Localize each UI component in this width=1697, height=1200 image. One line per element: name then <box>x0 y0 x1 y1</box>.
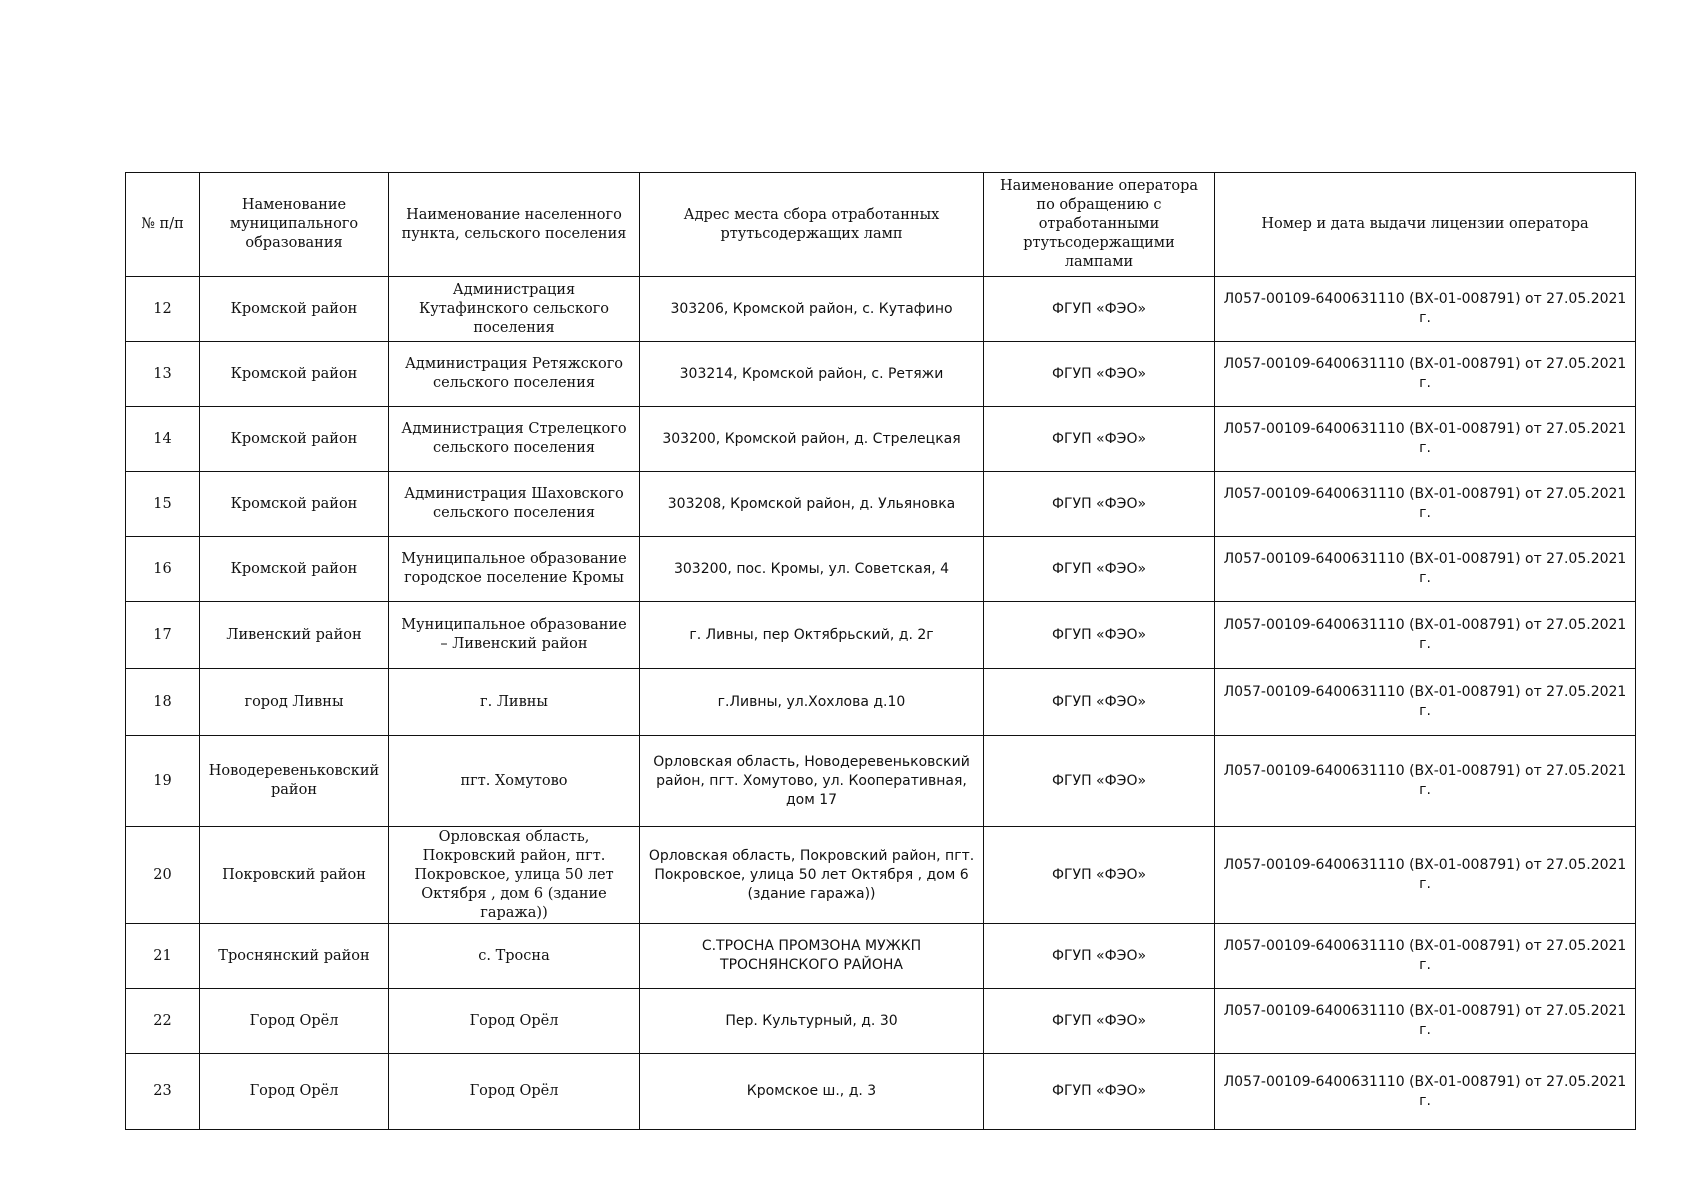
table-header-row <box>126 173 1636 277</box>
cell-license: Л057-00109-6400631110 (ВХ-01-008791) от 27.05.2021 г. <box>1215 342 1636 407</box>
cell-license: Л057-00109-6400631110 (ВХ-01-008791) от 27.05.2021 г. <box>1215 602 1636 669</box>
cell-municipality: Кромской район <box>200 537 389 602</box>
cell-license: Л057-00109-6400631110 (ВХ-01-008791) от 27.05.2021 г. <box>1215 924 1636 989</box>
header-settlement: Наименование населенного пункта, сельского поселения <box>389 173 640 277</box>
table-row <box>126 537 1636 602</box>
cell-municipality: Кромской район <box>200 407 389 472</box>
cell-operator: ФГУП «ФЭО» <box>984 472 1215 537</box>
cell-operator: ФГУП «ФЭО» <box>984 1054 1215 1130</box>
cell-municipality: Новодеревеньковский район <box>200 736 389 827</box>
header-num: № п/п <box>126 173 200 277</box>
table-row <box>126 277 1636 342</box>
cell-address: 303208, Кромской район, д. Ульяновка <box>640 472 984 537</box>
cell-license: Л057-00109-6400631110 (ВХ-01-008791) от 27.05.2021 г. <box>1215 407 1636 472</box>
cell-settlement: Администрация Ретяжского сельского поселения <box>389 342 640 407</box>
cell-operator: ФГУП «ФЭО» <box>984 989 1215 1054</box>
cell-num: 14 <box>126 407 200 472</box>
cell-license: Л057-00109-6400631110 (ВХ-01-008791) от 27.05.2021 г. <box>1215 736 1636 827</box>
cell-num: 13 <box>126 342 200 407</box>
cell-municipality: Кромской район <box>200 277 389 342</box>
cell-settlement: Муниципальное образование городское поселение Кромы <box>389 537 640 602</box>
header-license: Номер и дата выдачи лицензии оператора <box>1215 173 1636 277</box>
table-row <box>126 472 1636 537</box>
cell-municipality: Кромской район <box>200 342 389 407</box>
cell-address: Пер. Культурный, д. 30 <box>640 989 984 1054</box>
cell-address: 303214, Кромской район, с. Ретяжи <box>640 342 984 407</box>
cell-operator: ФГУП «ФЭО» <box>984 669 1215 736</box>
cell-address: 303200, пос. Кромы, ул. Советская, 4 <box>640 537 984 602</box>
cell-license: Л057-00109-6400631110 (ВХ-01-008791) от 27.05.2021 г. <box>1215 827 1636 924</box>
cell-num: 15 <box>126 472 200 537</box>
cell-municipality: Покровский район <box>200 827 389 924</box>
cell-municipality: Кромской район <box>200 472 389 537</box>
cell-settlement: Орловская область, Покровский район, пгт. Покровское, улица 50 лет Октября , дом 6 (здание гаража)) <box>389 827 640 924</box>
table-row <box>126 602 1636 669</box>
cell-license: Л057-00109-6400631110 (ВХ-01-008791) от 27.05.2021 г. <box>1215 277 1636 342</box>
cell-address: Кромское ш., д. 3 <box>640 1054 984 1130</box>
header-municipality: Наменование муниципального образования <box>200 173 389 277</box>
cell-settlement: Администрация Стрелецкого сельского поселения <box>389 407 640 472</box>
table-row <box>126 924 1636 989</box>
cell-num: 18 <box>126 669 200 736</box>
collection-points-table <box>125 172 1636 1130</box>
cell-municipality: город Ливны <box>200 669 389 736</box>
cell-operator: ФГУП «ФЭО» <box>984 924 1215 989</box>
table-row <box>126 989 1636 1054</box>
cell-license: Л057-00109-6400631110 (ВХ-01-008791) от 27.05.2021 г. <box>1215 1054 1636 1130</box>
cell-num: 12 <box>126 277 200 342</box>
cell-operator: ФГУП «ФЭО» <box>984 342 1215 407</box>
cell-operator: ФГУП «ФЭО» <box>984 277 1215 342</box>
cell-operator: ФГУП «ФЭО» <box>984 602 1215 669</box>
cell-num: 17 <box>126 602 200 669</box>
cell-settlement: Администрация Кутафинского сельского поселения <box>389 277 640 342</box>
cell-settlement: г. Ливны <box>389 669 640 736</box>
cell-settlement: Муниципальное образование – Ливенский район <box>389 602 640 669</box>
cell-settlement: Город Орёл <box>389 1054 640 1130</box>
cell-address: г. Ливны, пер Октябрьский, д. 2г <box>640 602 984 669</box>
cell-address: Орловская область, Покровский район, пгт. Покровское, улица 50 лет Октября , дом 6 (здание гаража)) <box>640 827 984 924</box>
cell-address: С.ТРОСНА ПРОМЗОНА МУЖКП ТРОСНЯНСКОГО РАЙОНА <box>640 924 984 989</box>
header-operator: Наименование оператора по обращению с отработанными ртутьсодержащими лампами <box>984 173 1215 277</box>
cell-num: 23 <box>126 1054 200 1130</box>
cell-municipality: Ливенский район <box>200 602 389 669</box>
cell-operator: ФГУП «ФЭО» <box>984 407 1215 472</box>
cell-municipality: Троснянский район <box>200 924 389 989</box>
table-row <box>126 1054 1636 1130</box>
cell-settlement: Администрация Шаховского сельского поселения <box>389 472 640 537</box>
cell-license: Л057-00109-6400631110 (ВХ-01-008791) от 27.05.2021 г. <box>1215 537 1636 602</box>
cell-address: Орловская область, Новодеревеньковский район, пгт. Хомутово, ул. Кооперативная, дом 17 <box>640 736 984 827</box>
table-row <box>126 736 1636 827</box>
cell-address: 303206, Кромской район, с. Кутафино <box>640 277 984 342</box>
header-address: Адрес места сбора отработанных ртутьсодержащих ламп <box>640 173 984 277</box>
cell-license: Л057-00109-6400631110 (ВХ-01-008791) от 27.05.2021 г. <box>1215 669 1636 736</box>
cell-settlement: Город Орёл <box>389 989 640 1054</box>
table-row <box>126 827 1636 924</box>
cell-settlement: пгт. Хомутово <box>389 736 640 827</box>
cell-num: 21 <box>126 924 200 989</box>
cell-num: 19 <box>126 736 200 827</box>
cell-num: 22 <box>126 989 200 1054</box>
cell-operator: ФГУП «ФЭО» <box>984 736 1215 827</box>
cell-settlement: с. Тросна <box>389 924 640 989</box>
cell-municipality: Город Орёл <box>200 989 389 1054</box>
cell-address: 303200, Кромской район, д. Стрелецкая <box>640 407 984 472</box>
cell-license: Л057-00109-6400631110 (ВХ-01-008791) от 27.05.2021 г. <box>1215 472 1636 537</box>
table-row <box>126 669 1636 736</box>
cell-license: Л057-00109-6400631110 (ВХ-01-008791) от 27.05.2021 г. <box>1215 989 1636 1054</box>
table-row <box>126 407 1636 472</box>
table-row <box>126 342 1636 407</box>
cell-municipality: Город Орёл <box>200 1054 389 1130</box>
cell-operator: ФГУП «ФЭО» <box>984 537 1215 602</box>
cell-address: г.Ливны, ул.Хохлова д.10 <box>640 669 984 736</box>
cell-operator: ФГУП «ФЭО» <box>984 827 1215 924</box>
cell-num: 20 <box>126 827 200 924</box>
cell-num: 16 <box>126 537 200 602</box>
